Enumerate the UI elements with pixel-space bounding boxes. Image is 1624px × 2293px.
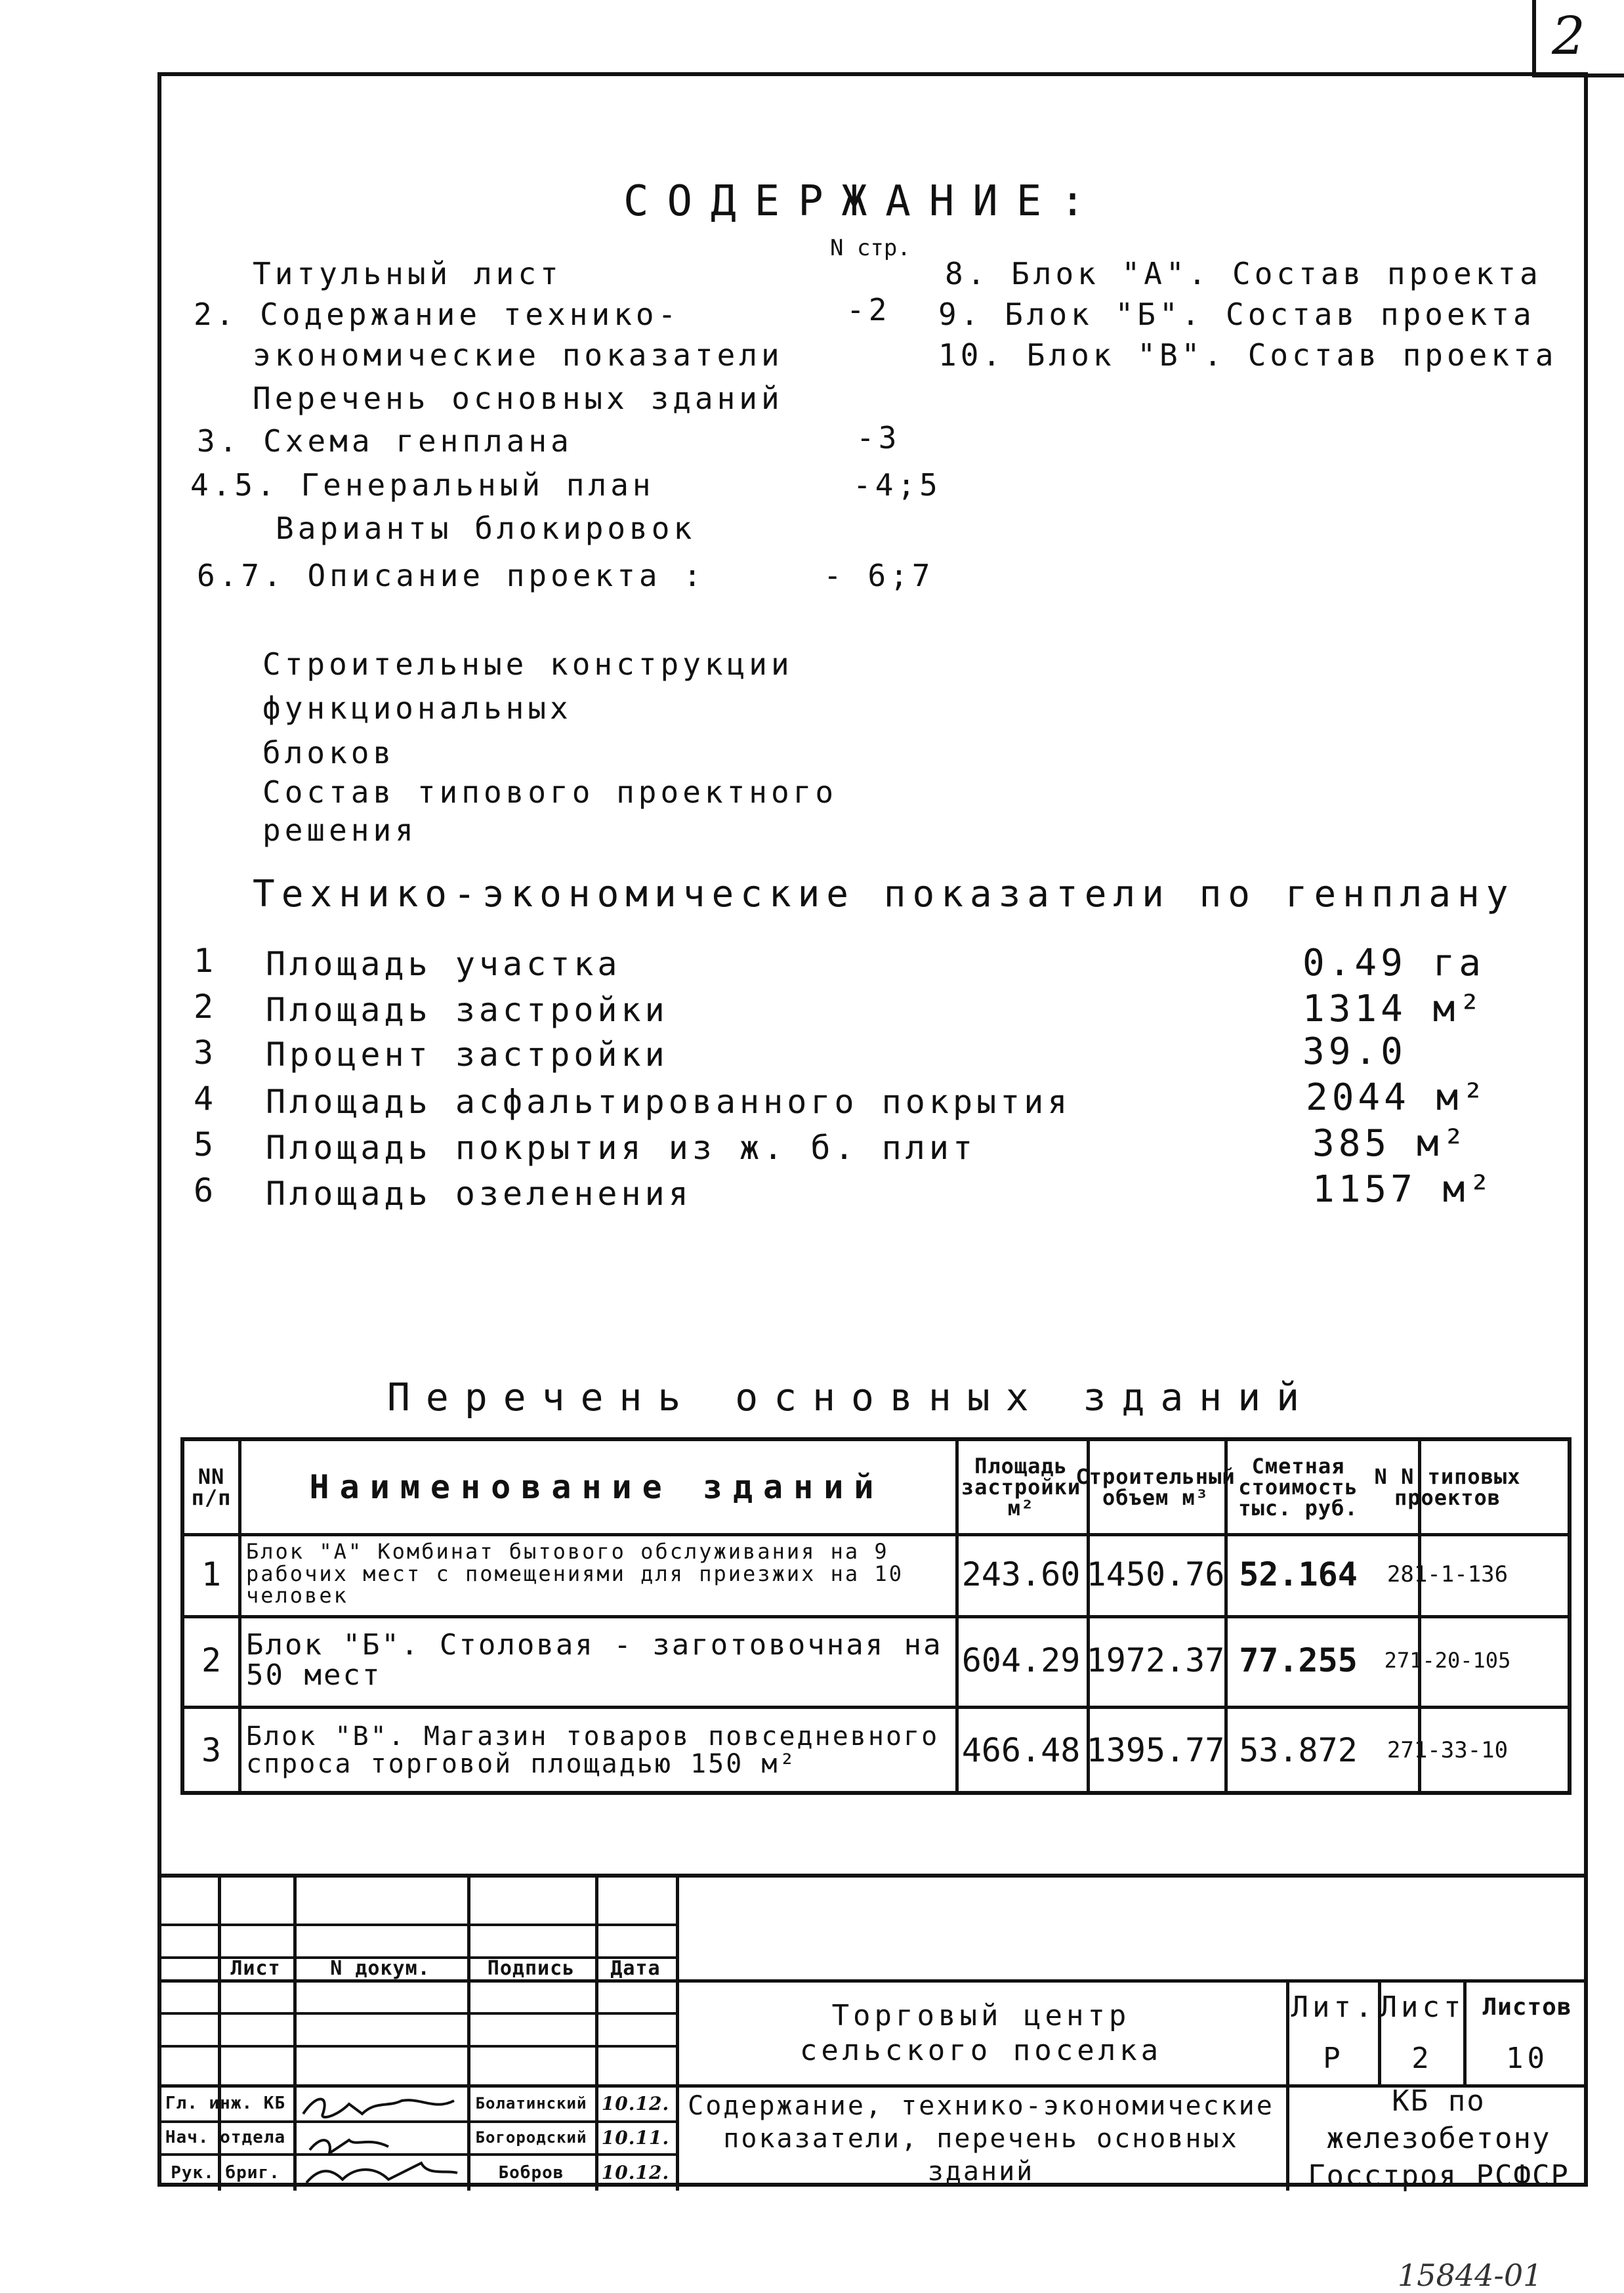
table-cell-project: 271-20-105 (1384, 1648, 1511, 1673)
table-cell-cost: 77.255 (1239, 1641, 1358, 1679)
stamp-lit-value: Р (1323, 2041, 1344, 2075)
toc-page: -2 (846, 292, 891, 327)
indicator-number: 2 (194, 988, 218, 1026)
toc-item: 9. Блок "Б". Состав проекта (938, 297, 1535, 332)
stamp-col-sign: Подпись (487, 1957, 575, 1980)
indicator-name: Площадь участка (266, 945, 621, 983)
table-cell-name: Блок "В". Магазин товаров повседневного спроса торговой площадью 150 м² (246, 1721, 940, 1779)
table-cell-area: 466.48 (961, 1731, 1081, 1769)
description-item: Состав типового проектного (262, 774, 838, 810)
indicator-value: 2044 м² (1306, 1076, 1489, 1119)
stamp-date: 10.12. (601, 2092, 670, 2114)
indicator-value: 0.49 га (1302, 942, 1486, 984)
description-item: решения (262, 812, 417, 848)
stamp-sheet-label: Лист (1379, 1990, 1465, 2024)
stamp-role: Рук. бриг. (171, 2162, 280, 2183)
table-cell-cost: 53.872 (1239, 1731, 1358, 1769)
stamp-sheets-label: Листов (1482, 1994, 1572, 2021)
stamp-col-date: Дата (610, 1957, 661, 1980)
indicator-number: 4 (194, 1080, 218, 1118)
indicator-value: 1314 м² (1302, 988, 1486, 1030)
toc-page: -3 (856, 420, 901, 455)
table-cell-num: 2 (201, 1641, 222, 1679)
indicator-value: 39.0 (1302, 1030, 1407, 1073)
organization: КБ по железобетону Госстроя РСФСР (1308, 2084, 1570, 2193)
header-project: N N типовых проектов (1374, 1464, 1521, 1510)
table-cell-name: Блок "Б". Столовая - заготовочная на 50 мест (246, 1628, 943, 1692)
toc-item: 6.7. Описание проекта : (197, 558, 705, 593)
table-cell-cost: 52.164 (1239, 1555, 1358, 1593)
stamp-date: 10.11. (601, 2126, 670, 2149)
project-name: Торговый центр сельского поселка (799, 1998, 1163, 2067)
toc-item: 10. Блок "В". Состав проекта (938, 337, 1558, 373)
toc-item: экономические показатели (253, 337, 783, 373)
indicator-name: Площадь покрытия из ж. б. плит (266, 1129, 977, 1167)
indicator-number: 6 (194, 1171, 218, 1210)
description-item: функциональных (262, 690, 572, 726)
stamp-col-sheet: Лист (230, 1957, 281, 1980)
stamp-date: 10.12. (601, 2162, 670, 2183)
toc-item: Титульный лист (253, 256, 562, 291)
indicator-number: 5 (194, 1125, 218, 1164)
header-area: Площадь застройки м² (961, 1454, 1081, 1521)
table-cell-num: 3 (201, 1731, 222, 1769)
header-volume: Строительный объем м³ (1075, 1464, 1236, 1510)
table-cell-area: 243.60 (961, 1555, 1081, 1593)
toc-page: -4;5 (853, 467, 942, 503)
indicator-number: 3 (194, 1034, 218, 1072)
stamp-sheet-value: 2 (1411, 2041, 1433, 2075)
header-num: NN п/п (191, 1464, 232, 1510)
buildings-title: Перечень основных зданий (387, 1375, 1316, 1420)
indicators-title: Технико-экономические показатели по генплану (253, 873, 1515, 915)
stamp-col-doc: N докум. (330, 1957, 430, 1980)
stamp-surname: Болатинский (475, 2094, 587, 2113)
table-cell-volume: 1450.76 (1086, 1555, 1225, 1593)
page-column-header: N стр. (830, 235, 911, 261)
stamp-role: Нач. отдела (165, 2128, 286, 2147)
stamp-surname: Богородский (475, 2128, 587, 2147)
stamp-role: Гл. инж. КБ (165, 2093, 286, 2113)
table-cell-volume: 1395.77 (1086, 1731, 1225, 1769)
toc-item: Варианты блокировок (276, 511, 696, 546)
title-block (157, 1874, 1588, 2193)
signature-image (297, 2088, 464, 2189)
indicator-name: Площадь застройки (266, 991, 669, 1029)
stamp-surname: Бобров (498, 2162, 564, 2183)
description-item: блоков (262, 735, 396, 770)
indicator-number: 1 (194, 942, 218, 980)
page-title: СОДЕРЖАНИЕ: (623, 177, 1104, 226)
buildings-table (180, 1437, 1572, 1795)
stamp-lit-label: Лит. (1291, 1990, 1377, 2024)
indicator-value: 1157 м² (1312, 1168, 1495, 1211)
indicator-name: Площадь асфальтированного покрытия (266, 1083, 1072, 1121)
document-title: Содержание, технико-экономические показатели, перечень основных зданий (688, 2090, 1274, 2187)
stamp-sheets-value: 10 (1506, 2041, 1549, 2075)
table-cell-name: Блок "А" Комбинат бытового обслуживания на 9 рабочих мест с помещениями для приезжих на 10 человек (246, 1539, 904, 1609)
description-item: Строительные конструкции (262, 646, 793, 682)
table-cell-area: 604.29 (961, 1641, 1081, 1679)
toc-item: Перечень основных зданий (253, 381, 783, 416)
table-cell-project: 281-1-136 (1386, 1561, 1509, 1588)
toc-item: 8. Блок "А". Состав проекта (945, 256, 1542, 291)
indicator-value: 385 м² (1312, 1122, 1469, 1165)
header-cost: Сметная стоимость тыс. руб. (1238, 1454, 1358, 1521)
header-name: Наименование зданий (309, 1468, 885, 1506)
toc-page: - 6;7 (823, 558, 934, 593)
table-cell-volume: 1972.37 (1086, 1641, 1225, 1679)
toc-item: 3. Схема генплана (197, 423, 573, 459)
toc-item: 2. Содержание технико- (194, 297, 680, 332)
sheet-number: 2 (1552, 5, 1585, 66)
indicator-name: Процент застройки (266, 1036, 669, 1074)
indicator-name: Площадь озеленения (266, 1175, 692, 1213)
toc-item: 4.5. Генеральный план (190, 467, 655, 503)
table-cell-num: 1 (201, 1555, 222, 1593)
table-cell-project: 271-33-10 (1386, 1737, 1509, 1763)
archive-code: 15844-01 (1398, 2258, 1543, 2293)
